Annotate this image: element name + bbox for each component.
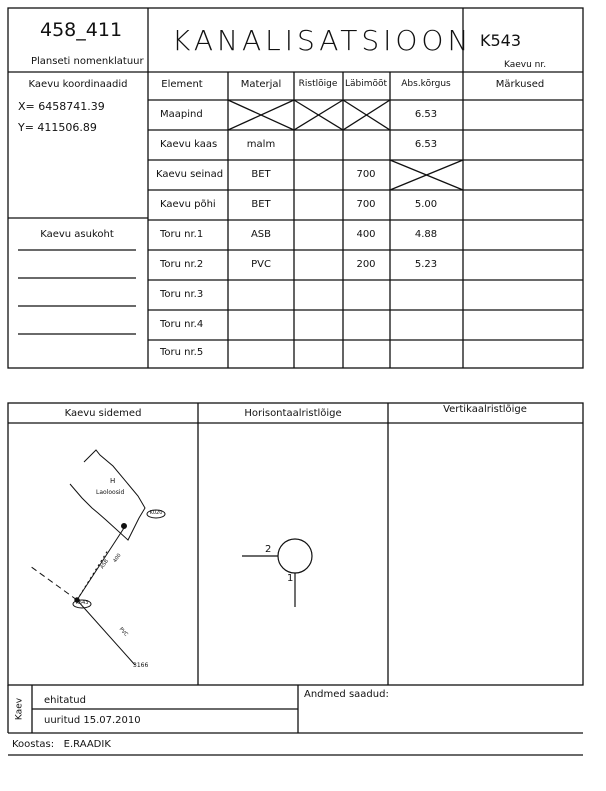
coordinate-y: Y= 411506.89 xyxy=(18,121,97,134)
sheet-label: Planseti nomenklatuur xyxy=(31,56,144,67)
cell-element: Kaevu kaas xyxy=(160,139,218,150)
pipe-1-label: 1 xyxy=(287,573,294,584)
well-ref-main: K543 xyxy=(75,600,89,606)
cell-materjal: BET xyxy=(251,169,271,180)
k020-node xyxy=(122,524,127,529)
cell-abs: 5.23 xyxy=(414,259,438,270)
cell-abs: 6.53 xyxy=(414,139,438,150)
pipe-label-c: 400 xyxy=(112,552,123,564)
page-title: KANALISATSIOON xyxy=(172,24,473,57)
cell-materjal: ASB xyxy=(250,229,272,240)
cell-element: Toru nr.3 xyxy=(160,289,204,300)
well-id: K543 xyxy=(480,31,522,50)
section-links-title: Kaevu sidemed xyxy=(64,408,142,419)
cell-materjal: BET xyxy=(251,199,271,210)
sheet-number: 458_411 xyxy=(40,19,123,41)
cell-labimoot: 700 xyxy=(356,169,376,180)
pipe-label-a: ASB xyxy=(99,558,110,571)
horizontal-section-drawing xyxy=(242,539,312,607)
cell-element: Kaevu seinad xyxy=(156,169,224,180)
site-sketch xyxy=(30,450,165,665)
location-label: Kaevu asukoht xyxy=(40,229,114,240)
cell-element: Kaevu põhi xyxy=(160,199,216,210)
footer-author: Koostas: E.RAADIK xyxy=(12,739,111,750)
coordinates-label: Kaevu koordinaadid xyxy=(28,79,128,90)
cell-element: Toru nr.4 xyxy=(160,319,204,330)
lower-frame xyxy=(8,403,583,685)
cell-abs: 6.53 xyxy=(414,109,438,120)
footer-data-source-label: Andmed saadud: xyxy=(304,689,389,700)
footer-side-label: Kaev xyxy=(14,697,25,721)
cell-abs: 4.88 xyxy=(414,229,438,240)
th-materjal: Materjal xyxy=(240,79,282,90)
footer-built-label: ehitatud xyxy=(44,695,86,706)
pipe-west xyxy=(30,566,77,600)
cell-element: Toru nr.1 xyxy=(160,229,204,240)
footer-surveyed: uuritud 15.07.2010 xyxy=(44,715,141,726)
cell-element: Toru nr.2 xyxy=(160,259,204,270)
well-id-label: Kaevu nr. xyxy=(504,60,547,70)
th-ristloige: Ristlõige xyxy=(298,79,338,89)
th-abs: Abs.kõrgus xyxy=(401,79,451,89)
pipe-label-b: PVC xyxy=(117,626,129,638)
th-labimoot: Läbimõõt xyxy=(344,79,388,89)
section-vertical-title: Vertikaalristlõige xyxy=(443,404,527,415)
cell-labimoot: 400 xyxy=(356,229,376,240)
cell-abs: 5.00 xyxy=(414,199,438,210)
cell-labimoot: 200 xyxy=(356,259,376,270)
building-label: Laoloosid xyxy=(96,489,125,496)
th-markused: Märkused xyxy=(495,79,545,90)
well-ref-top: K020 xyxy=(149,510,163,516)
pipe-2-label: 2 xyxy=(265,544,272,555)
cell-materjal: malm xyxy=(246,139,276,150)
section-horizontal-title: Horisontaalristlõige xyxy=(244,408,342,419)
coordinate-x: X= 6458741.39 xyxy=(18,100,105,113)
building-letter: H xyxy=(110,477,116,485)
bottom-ref: 3166 xyxy=(133,662,149,669)
cell-element: Toru nr.5 xyxy=(160,347,204,358)
well-circle xyxy=(278,539,312,573)
cell-labimoot: 700 xyxy=(356,199,376,210)
cell-element: Maapind xyxy=(160,109,203,120)
th-element: Element xyxy=(161,79,203,90)
cell-materjal: PVC xyxy=(251,259,271,270)
